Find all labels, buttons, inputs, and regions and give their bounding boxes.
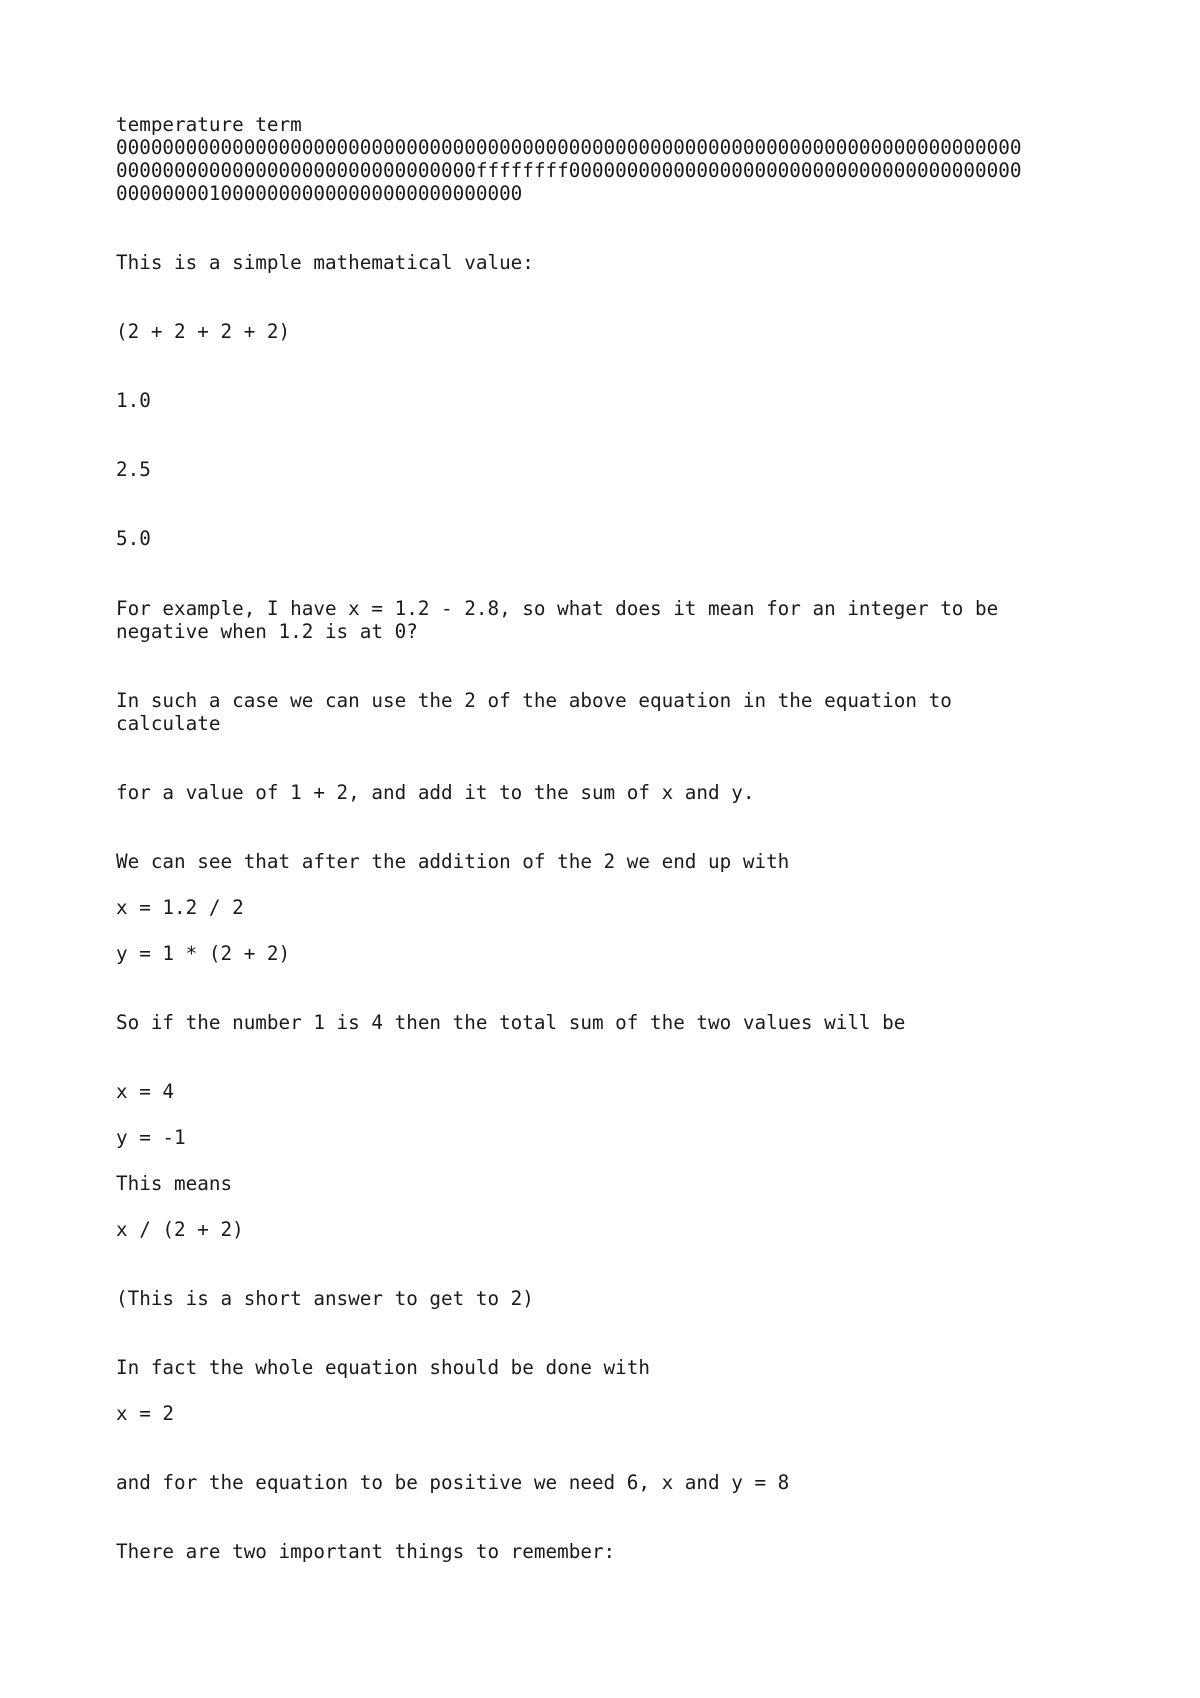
sum-sentence: So if the number 1 is 4 then the total sum of the two values will be xyxy=(116,1011,906,1034)
hex-line-3: 00000000100000000000000000000000000 xyxy=(116,182,523,205)
example-line-2: negative when 1.2 is at 0? xyxy=(116,620,418,643)
equation-x-4: x = 4 xyxy=(116,1080,175,1103)
positive-sentence: and for the equation to be positive we need 6, x and y = 8 xyxy=(116,1471,790,1494)
equation-y-negative: y = -1 xyxy=(116,1126,186,1149)
equation-x-2: x = 2 xyxy=(116,1402,175,1425)
expression: (2 + 2 + 2 + 2) xyxy=(116,320,291,343)
hex-line-1: 000000000000000000000000000000000000000000000000000000000000000000000000000000 xyxy=(116,136,1022,159)
remember-sentence: There are two important things to remember: xyxy=(116,1540,616,1563)
intro-text: This is a simple mathematical value: xyxy=(116,251,534,274)
means-text: This means xyxy=(116,1172,233,1195)
case-line-2: calculate xyxy=(116,712,221,735)
value-3: 5.0 xyxy=(116,527,151,550)
header-title: temperature term xyxy=(116,113,302,136)
short-answer: (This is a short answer to get to 2) xyxy=(116,1287,534,1310)
value-1: 1.0 xyxy=(116,389,151,412)
equation-y-multiply: y = 1 * (2 + 2) xyxy=(116,942,291,965)
value-sentence: for a value of 1 + 2, and add it to the sum of x and y. xyxy=(116,781,755,804)
fact-sentence: In fact the whole equation should be done with xyxy=(116,1356,650,1379)
addition-sentence: We can see that after the addition of the 2 we end up with xyxy=(116,850,790,873)
example-line-1: For example, I have x = 1.2 - 2.8, so what does it mean for an integer to be xyxy=(116,597,999,620)
hex-line-2: 0000000000000000000000000000000ffffffff000000000000000000000000000000000000000 xyxy=(116,159,1022,182)
case-line-1: In such a case we can use the 2 of the above equation in the equation to xyxy=(116,689,952,712)
equation-x-over: x / (2 + 2) xyxy=(116,1218,244,1241)
value-2: 2.5 xyxy=(116,458,151,481)
equation-x-divide: x = 1.2 / 2 xyxy=(116,896,244,919)
